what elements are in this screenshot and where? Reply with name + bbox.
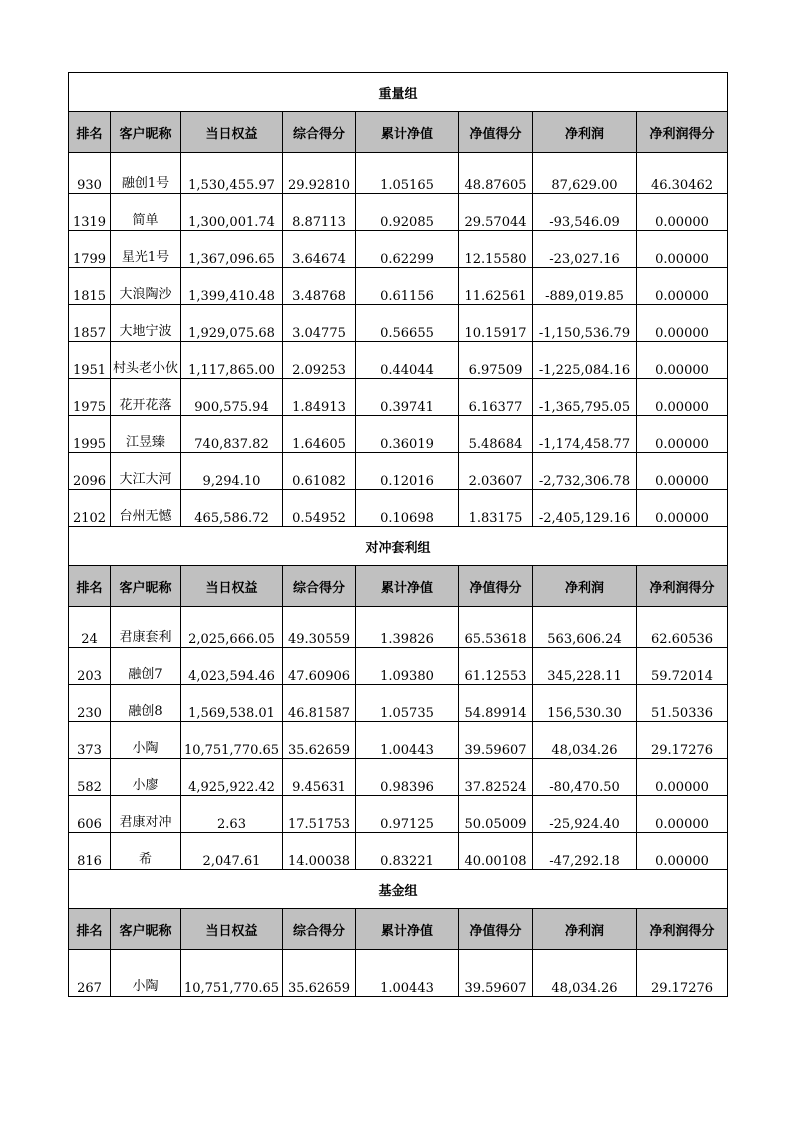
table-row (69, 685, 728, 722)
cell-nav-score: 48.87605 (459, 153, 533, 194)
cell-rank: 1799 (69, 231, 111, 268)
table-row (69, 950, 728, 997)
header-row (69, 909, 728, 950)
cell-profit-score: 0.00000 (637, 342, 728, 379)
cell-equity: 1,300,001.74 (181, 194, 283, 231)
cell-nickname: 君康对冲 (111, 796, 181, 833)
table-row (69, 490, 728, 527)
column-header-nav-score: 净值得分 (459, 112, 533, 153)
cell-nav-score: 2.03607 (459, 453, 533, 490)
cell-profit-score: 62.60536 (637, 607, 728, 648)
column-header-equity: 当日权益 (181, 909, 283, 950)
group-title-row (69, 870, 728, 909)
cell-profit-score: 29.17276 (637, 722, 728, 759)
cell-nav-score: 29.57044 (459, 194, 533, 231)
cell-profit-score: 0.00000 (637, 453, 728, 490)
cell-equity: 10,751,770.65 (181, 950, 283, 997)
cell-nav: 0.97125 (356, 796, 459, 833)
cell-equity: 10,751,770.65 (181, 722, 283, 759)
cell-nickname: 花开花落 (111, 379, 181, 416)
cell-score: 0.61082 (283, 453, 356, 490)
cell-nickname: 君康套利 (111, 607, 181, 648)
column-header-equity: 当日权益 (181, 112, 283, 153)
cell-equity: 1,399,410.48 (181, 268, 283, 305)
column-header-nickname: 客户昵称 (111, 909, 181, 950)
cell-nav-score: 12.15580 (459, 231, 533, 268)
cell-nickname: 融创1号 (111, 153, 181, 194)
cell-nav: 1.00443 (356, 950, 459, 997)
cell-nav: 0.83221 (356, 833, 459, 870)
cell-profit-score: 29.17276 (637, 950, 728, 997)
table-row (69, 759, 728, 796)
cell-profit-score: 0.00000 (637, 759, 728, 796)
cell-rank: 1951 (69, 342, 111, 379)
cell-rank: 582 (69, 759, 111, 796)
cell-rank: 2102 (69, 490, 111, 527)
cell-nav-score: 50.05009 (459, 796, 533, 833)
cell-score: 3.64674 (283, 231, 356, 268)
cell-nav-score: 39.59607 (459, 950, 533, 997)
cell-rank: 816 (69, 833, 111, 870)
table-row (69, 416, 728, 453)
cell-net-profit: 48,034.26 (533, 722, 637, 759)
cell-nav: 1.09380 (356, 648, 459, 685)
cell-nickname: 希 (111, 833, 181, 870)
cell-equity: 900,575.94 (181, 379, 283, 416)
cell-equity: 1,929,075.68 (181, 305, 283, 342)
cell-rank: 203 (69, 648, 111, 685)
cell-nav: 0.39741 (356, 379, 459, 416)
cell-score: 3.48768 (283, 268, 356, 305)
cell-nickname: 融创8 (111, 685, 181, 722)
cell-net-profit: -47,292.18 (533, 833, 637, 870)
cell-nickname: 江昱臻 (111, 416, 181, 453)
table-row (69, 268, 728, 305)
cell-nav: 0.36019 (356, 416, 459, 453)
cell-nickname: 小陶 (111, 722, 181, 759)
cell-rank: 930 (69, 153, 111, 194)
cell-equity: 2,047.61 (181, 833, 283, 870)
cell-net-profit: 563,606.24 (533, 607, 637, 648)
column-header-score: 综合得分 (283, 909, 356, 950)
cell-score: 14.00038 (283, 833, 356, 870)
cell-nav-score: 39.59607 (459, 722, 533, 759)
cell-profit-score: 0.00000 (637, 833, 728, 870)
cell-rank: 267 (69, 950, 111, 997)
cell-net-profit: 48,034.26 (533, 950, 637, 997)
cell-nickname: 大浪陶沙 (111, 268, 181, 305)
cell-score: 47.60906 (283, 648, 356, 685)
cell-nav: 1.39826 (356, 607, 459, 648)
cell-nav-score: 61.12553 (459, 648, 533, 685)
column-header-net-profit: 净利润 (533, 566, 637, 607)
column-header-nav: 累计净值 (356, 909, 459, 950)
column-header-equity: 当日权益 (181, 566, 283, 607)
cell-nav-score: 6.97509 (459, 342, 533, 379)
cell-rank: 24 (69, 607, 111, 648)
cell-nav: 1.05165 (356, 153, 459, 194)
cell-nav-score: 10.15917 (459, 305, 533, 342)
group-title: 基金组 (69, 870, 728, 909)
cell-nav: 0.98396 (356, 759, 459, 796)
cell-profit-score: 0.00000 (637, 490, 728, 527)
cell-profit-score: 0.00000 (637, 231, 728, 268)
cell-net-profit: 87,629.00 (533, 153, 637, 194)
table-row (69, 796, 728, 833)
cell-nickname: 小廖 (111, 759, 181, 796)
cell-net-profit: 156,530.30 (533, 685, 637, 722)
cell-equity: 9,294.10 (181, 453, 283, 490)
table-row (69, 305, 728, 342)
cell-score: 9.45631 (283, 759, 356, 796)
cell-score: 0.54952 (283, 490, 356, 527)
column-header-net-profit: 净利润 (533, 909, 637, 950)
cell-equity: 2.63 (181, 796, 283, 833)
cell-profit-score: 0.00000 (637, 194, 728, 231)
cell-net-profit: -1,225,084.16 (533, 342, 637, 379)
cell-equity: 1,117,865.00 (181, 342, 283, 379)
cell-equity: 1,569,538.01 (181, 685, 283, 722)
cell-nav: 0.61156 (356, 268, 459, 305)
column-header-nickname: 客户昵称 (111, 566, 181, 607)
cell-nickname: 村头老小伙 (111, 342, 181, 379)
cell-nav: 1.00443 (356, 722, 459, 759)
cell-net-profit: -2,732,306.78 (533, 453, 637, 490)
cell-nav: 0.92085 (356, 194, 459, 231)
table-row (69, 194, 728, 231)
cell-profit-score: 46.30462 (637, 153, 728, 194)
cell-nickname: 大江大河 (111, 453, 181, 490)
cell-nav-score: 37.82524 (459, 759, 533, 796)
table-row (69, 153, 728, 194)
cell-nickname: 星光1号 (111, 231, 181, 268)
cell-score: 35.62659 (283, 722, 356, 759)
cell-nickname: 大地宁波 (111, 305, 181, 342)
cell-rank: 1975 (69, 379, 111, 416)
column-header-score: 综合得分 (283, 566, 356, 607)
table-row (69, 833, 728, 870)
cell-nav: 0.62299 (356, 231, 459, 268)
cell-rank: 2096 (69, 453, 111, 490)
column-header-nav-score: 净值得分 (459, 566, 533, 607)
group-title: 对冲套利组 (69, 527, 728, 566)
cell-profit-score: 0.00000 (637, 305, 728, 342)
cell-nickname: 融创7 (111, 648, 181, 685)
cell-nav-score: 40.00108 (459, 833, 533, 870)
cell-rank: 373 (69, 722, 111, 759)
column-header-nav: 累计净值 (356, 112, 459, 153)
cell-score: 1.64605 (283, 416, 356, 453)
cell-profit-score: 0.00000 (637, 268, 728, 305)
column-header-nickname: 客户昵称 (111, 112, 181, 153)
cell-nickname: 简单 (111, 194, 181, 231)
cell-net-profit: -1,365,795.05 (533, 379, 637, 416)
cell-score: 1.84913 (283, 379, 356, 416)
table-row (69, 722, 728, 759)
cell-nav-score: 5.48684 (459, 416, 533, 453)
header-row (69, 566, 728, 607)
column-header-nav-score: 净值得分 (459, 909, 533, 950)
cell-net-profit: -1,150,536.79 (533, 305, 637, 342)
cell-score: 29.92810 (283, 153, 356, 194)
cell-score: 8.87113 (283, 194, 356, 231)
column-header-nav: 累计净值 (356, 566, 459, 607)
column-header-profit-score: 净利润得分 (637, 566, 728, 607)
cell-net-profit: -23,027.16 (533, 231, 637, 268)
cell-profit-score: 0.00000 (637, 416, 728, 453)
cell-nav-score: 1.83175 (459, 490, 533, 527)
cell-equity: 4,925,922.42 (181, 759, 283, 796)
cell-nav: 1.05735 (356, 685, 459, 722)
table-row (69, 342, 728, 379)
cell-nav-score: 65.53618 (459, 607, 533, 648)
cell-rank: 1815 (69, 268, 111, 305)
cell-nickname: 小陶 (111, 950, 181, 997)
cell-equity: 1,530,455.97 (181, 153, 283, 194)
cell-profit-score: 51.50336 (637, 685, 728, 722)
cell-net-profit: -889,019.85 (533, 268, 637, 305)
cell-rank: 1857 (69, 305, 111, 342)
cell-nav: 0.10698 (356, 490, 459, 527)
cell-nickname: 台州无憾 (111, 490, 181, 527)
group-title: 重量组 (69, 73, 728, 112)
cell-rank: 1995 (69, 416, 111, 453)
column-header-rank: 排名 (69, 909, 111, 950)
cell-score: 2.09253 (283, 342, 356, 379)
table-row (69, 453, 728, 490)
cell-profit-score: 0.00000 (637, 796, 728, 833)
cell-score: 3.04775 (283, 305, 356, 342)
cell-score: 46.81587 (283, 685, 356, 722)
table-row (69, 379, 728, 416)
cell-equity: 465,586.72 (181, 490, 283, 527)
table-row (69, 648, 728, 685)
cell-equity: 1,367,096.65 (181, 231, 283, 268)
column-header-net-profit: 净利润 (533, 112, 637, 153)
cell-net-profit: -2,405,129.16 (533, 490, 637, 527)
column-header-profit-score: 净利润得分 (637, 112, 728, 153)
column-header-profit-score: 净利润得分 (637, 909, 728, 950)
cell-score: 17.51753 (283, 796, 356, 833)
column-header-rank: 排名 (69, 112, 111, 153)
group-title-row (69, 527, 728, 566)
cell-net-profit: -1,174,458.77 (533, 416, 637, 453)
cell-nav: 0.44044 (356, 342, 459, 379)
cell-net-profit: 345,228.11 (533, 648, 637, 685)
cell-rank: 1319 (69, 194, 111, 231)
cell-nav: 0.12016 (356, 453, 459, 490)
cell-nav-score: 54.89914 (459, 685, 533, 722)
cell-rank: 230 (69, 685, 111, 722)
table-row (69, 231, 728, 268)
cell-nav-score: 6.16377 (459, 379, 533, 416)
cell-nav: 0.56655 (356, 305, 459, 342)
ranking-sheet (68, 72, 728, 997)
cell-score: 35.62659 (283, 950, 356, 997)
group-title-row (69, 73, 728, 112)
cell-nav-score: 11.62561 (459, 268, 533, 305)
header-row (69, 112, 728, 153)
cell-score: 49.30559 (283, 607, 356, 648)
column-header-score: 综合得分 (283, 112, 356, 153)
cell-net-profit: -80,470.50 (533, 759, 637, 796)
cell-profit-score: 0.00000 (637, 379, 728, 416)
cell-net-profit: -25,924.40 (533, 796, 637, 833)
cell-equity: 2,025,666.05 (181, 607, 283, 648)
column-header-rank: 排名 (69, 566, 111, 607)
cell-equity: 740,837.82 (181, 416, 283, 453)
cell-net-profit: -93,546.09 (533, 194, 637, 231)
cell-rank: 606 (69, 796, 111, 833)
cell-equity: 4,023,594.46 (181, 648, 283, 685)
cell-profit-score: 59.72014 (637, 648, 728, 685)
table-row (69, 607, 728, 648)
